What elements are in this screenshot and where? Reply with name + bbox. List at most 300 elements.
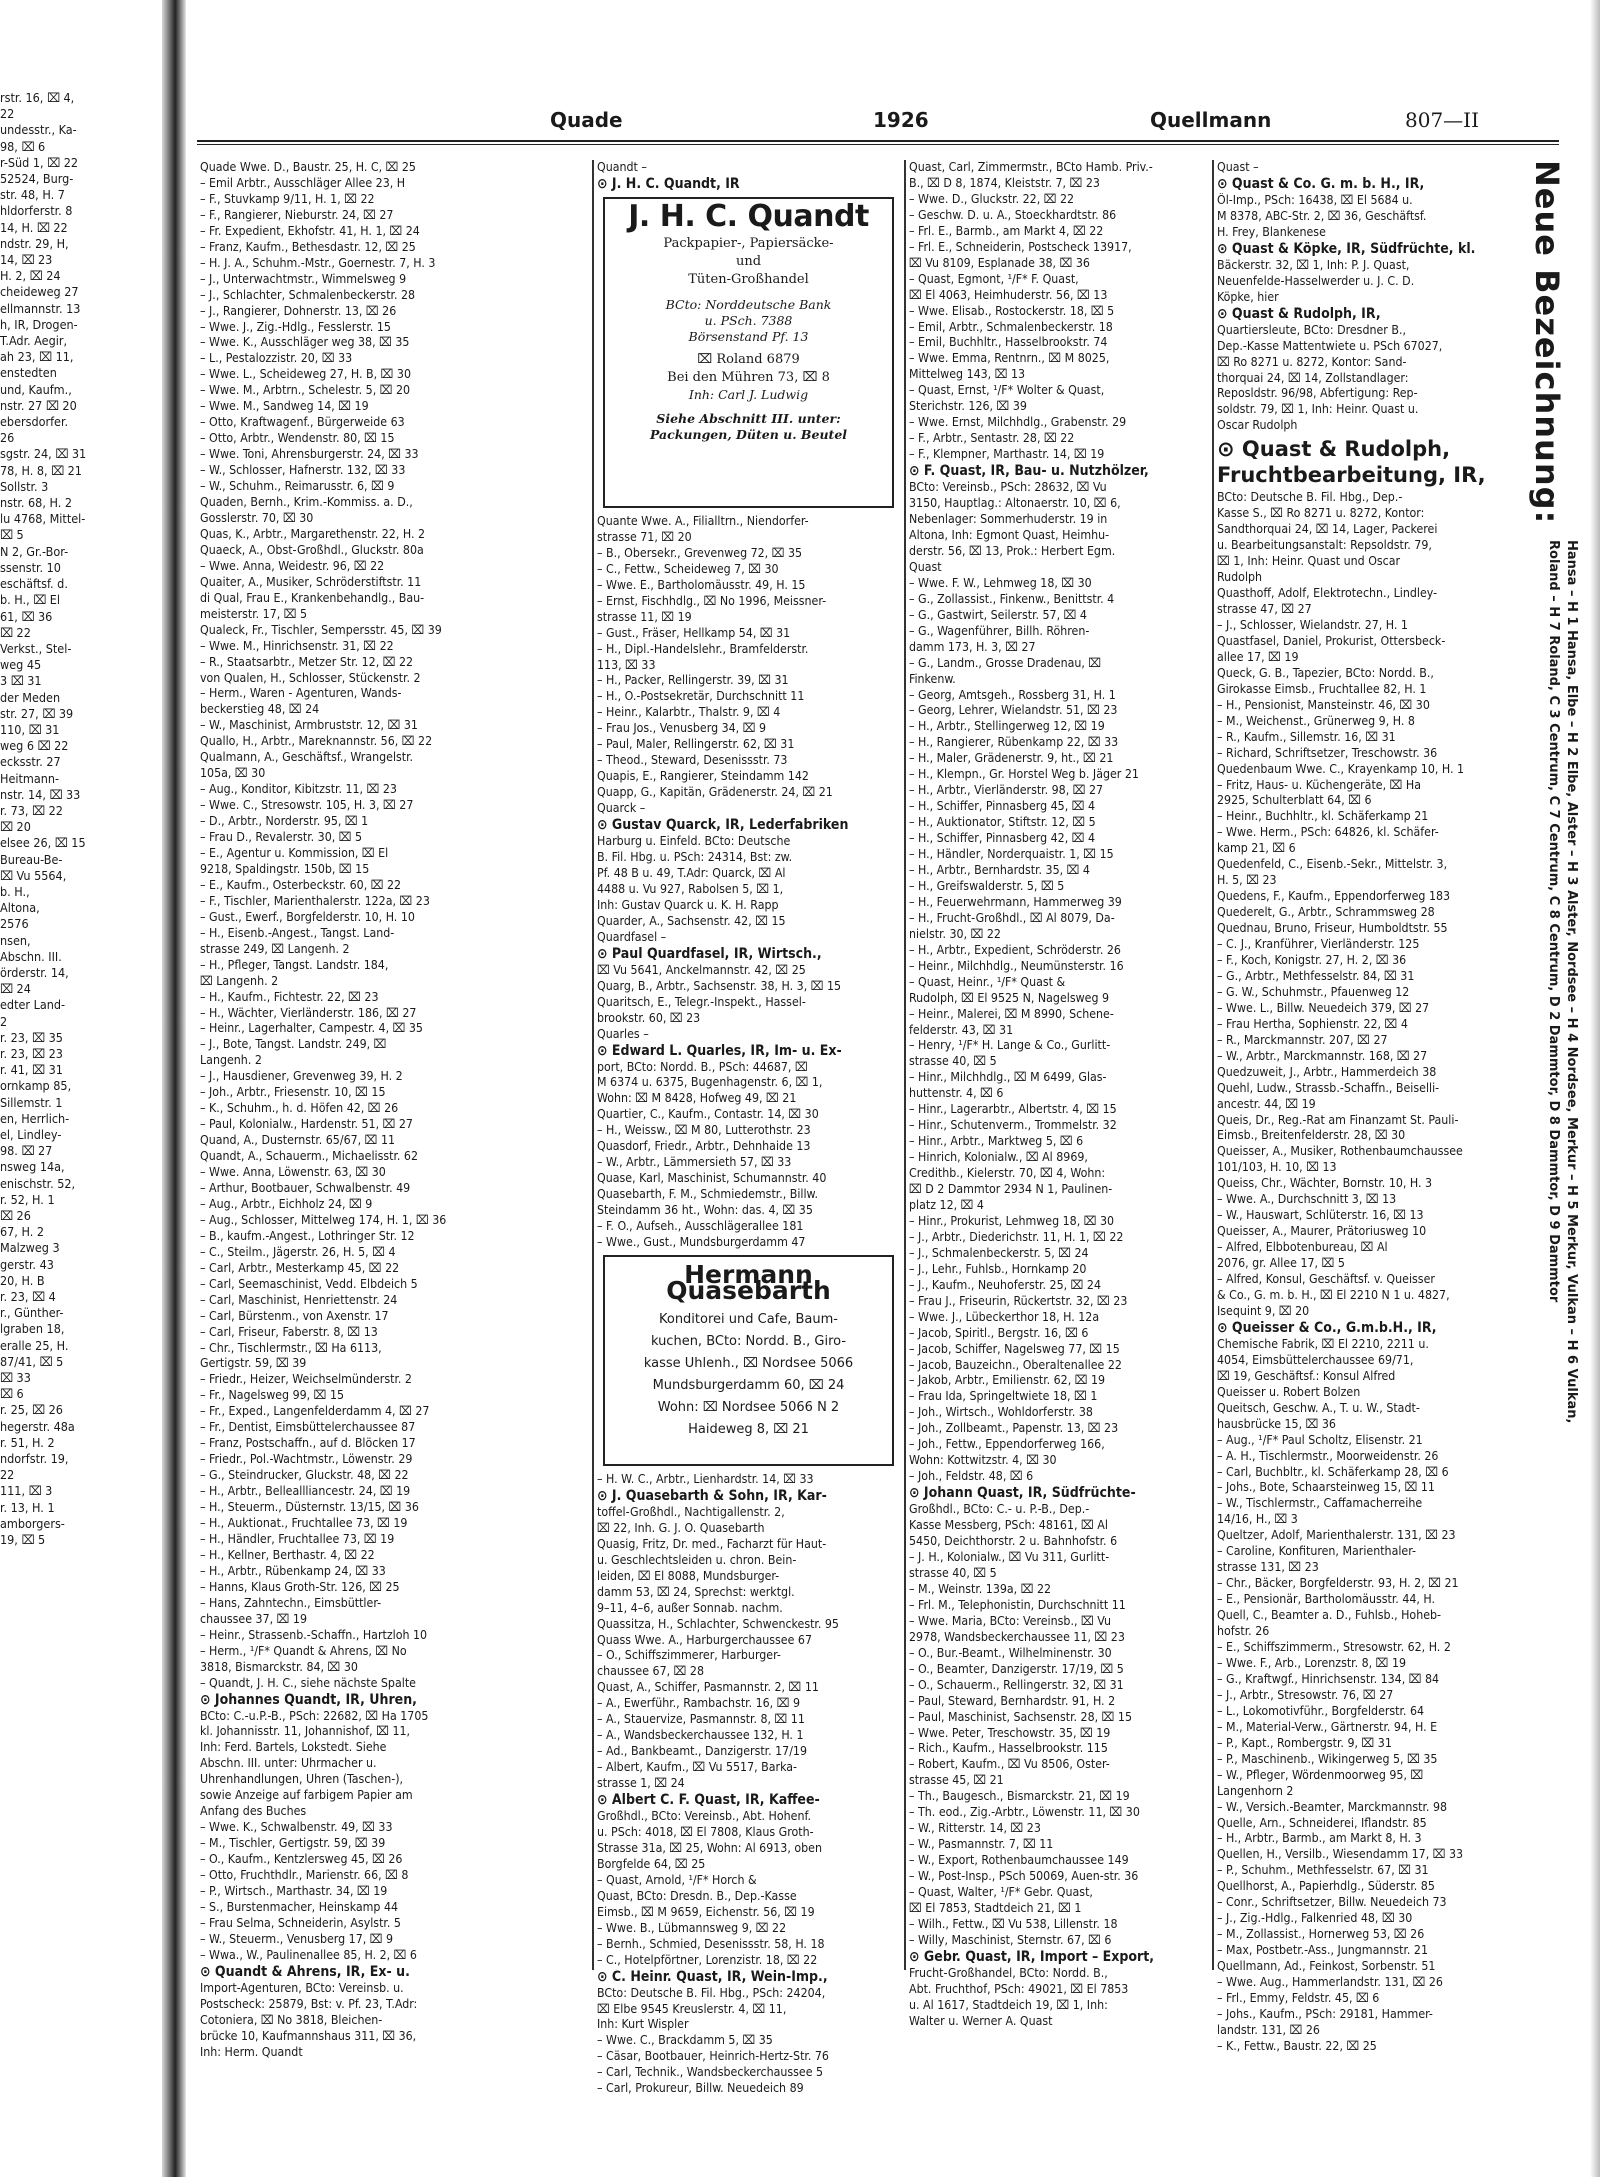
left-page-line: el, Lindley- [0, 1127, 62, 1142]
directory-entry: – Johs., Bote, Schaarsteinweg 15, ⌧ 11 [1217, 1480, 1435, 1495]
directory-entry: – Alfred, Konsul, Geschäftsf. v. Queisser [1217, 1272, 1435, 1287]
directory-entry: Quante Wwe. A., Filialltrn., Niendorfer- [597, 513, 809, 528]
directory-entry: – H., Arbtr., Stellingerweg 12, ⌧ 19 [909, 719, 1105, 734]
directory-entry: di Qual, Frau E., Krankenbehandlg., Bau- [200, 590, 425, 605]
directory-entry: Inh: Gustav Quarck u. K. H. Rapp [597, 897, 779, 912]
column-2 [597, 160, 900, 2097]
left-page-line: ndorfstr. 19, [0, 1451, 69, 1467]
directory-entry: – H., Rangierer, Rübenkamp 22, ⌧ 33 [909, 735, 1119, 750]
directory-entry: Quarder, A., Sachsenstr. 42, ⌧ 15 [597, 913, 786, 928]
directory-entry: Queisser u. Robert Bolzen [1217, 1384, 1361, 1399]
directory-entry: – Hinr., Schutenverm., Trommelstr. 32 [909, 1118, 1117, 1133]
directory-entry: ⊙ Johann Quast, IR, Südfrüchte- [909, 1485, 1136, 1502]
directory-entry: – Wwe. F. W., Lehmweg 18, ⌧ 30 [909, 575, 1092, 590]
directory-entry: Quelle, Arn., Schneiderei, Iflandstr. 85 [1217, 1815, 1427, 1830]
directory-entry: – Aug., ¹/F* Paul Scholtz, Elisenstr. 21 [1217, 1432, 1423, 1447]
directory-entry: chaussee 37, ⌧ 19 [200, 1611, 307, 1626]
directory-entry: – H., Packer, Rellingerstr. 39, ⌧ 31 [597, 673, 789, 688]
directory-entry: Rudolph [1217, 570, 1263, 585]
directory-entry: – Wwe. Anna, Löwenstr. 63, ⌧ 30 [200, 1165, 386, 1180]
directory-entry: – Quast, Ernst, ¹/F* Wolter & Quast, [909, 383, 1105, 398]
directory-entry: – Carl, Arbtr., Mesterkamp 45, ⌧ 22 [200, 1260, 400, 1275]
directory-entry: – Otto, Arbtr., Wendenstr. 80, ⌧ 15 [200, 431, 395, 446]
directory-entry: Frucht-Großhandel, BCto: Nordd. B., [909, 1965, 1108, 1980]
directory-entry: – Joh., Arbtr., Friesenstr. 10, ⌧ 15 [200, 1085, 386, 1100]
directory-entry: – Wwe. Elisab., Rostockerstr. 18, ⌧ 5 [909, 303, 1115, 318]
directory-entry: – Carl, Maschinist, Henriettenstr. 24 [200, 1292, 398, 1307]
directory-entry: – Joh., Wirtsch., Wohldorferstr. 38 [909, 1405, 1093, 1420]
directory-entry: – O., Kaufm., Kentzlersweg 45, ⌧ 26 [200, 1852, 403, 1867]
directory-entry: strasse 47, ⌧ 27 [1217, 602, 1312, 617]
left-page-line: 98, ⌧ 6 [0, 138, 46, 154]
directory-entry: – Quast, Heinr., ¹/F* Quast & [909, 974, 1066, 989]
directory-entry: – P., Wirtsch., Marthastr. 34, ⌧ 19 [200, 1883, 388, 1898]
ad-text: Inh: Carl J. Ludwig [688, 386, 809, 402]
directory-entry: strasse 249, ⌧ Langenh. 2 [200, 941, 350, 956]
directory-entry: – Paul, Kolonialw., Hardenstr. 51, ⌧ 27 [200, 1117, 413, 1132]
header-rule [197, 140, 1559, 142]
directory-entry: Sterichstr. 126, ⌧ 39 [909, 399, 1027, 414]
directory-entry: – Gust., Ewerf., Borgfelderstr. 10, H. 10 [200, 909, 415, 924]
directory-entry: – H., Dipl.-Handelslehr., Bramfelderstr. [597, 641, 809, 656]
directory-entry: 105a, ⌧ 30 [200, 766, 266, 781]
directory-entry: Quellen, H., Versilb., Wiesendamm 17, ⌧ 33 [1217, 1847, 1464, 1862]
directory-entry: – H., Pfleger, Tangst. Landstr. 184, [200, 957, 389, 972]
directory-entry: Girokasse Eimsb., Fruchtallee 82, H. 1 [1217, 681, 1427, 696]
left-page-line: r-Süd 1, ⌧ 22 [0, 154, 78, 170]
directory-entry: – Frl., Emmy, Feldstr. 45, ⌧ 6 [1217, 1990, 1380, 2005]
directory-entry: – Wwe. A., Durchschnitt 3, ⌧ 13 [1217, 1192, 1397, 1207]
column-divider [1212, 160, 1214, 1970]
directory-entry: Quaiter, A., Musiker, Schröderstiftstr. 11 [200, 574, 422, 589]
directory-entry: – H., Schiffer, Pinnasberg 45, ⌧ 4 [909, 799, 1096, 814]
directory-entry: – Joh., Zollbeamt., Papenstr. 13, ⌧ 23 [909, 1421, 1119, 1436]
directory-entry: Reposldstr. 96/98, Abfertigung: Rep- [1217, 386, 1418, 401]
directory-entry: – Hinr., Prokurist, Lehmweg 18, ⌧ 30 [909, 1213, 1115, 1228]
directory-entry: – Hanns, Klaus Groth-Str. 126, ⌧ 25 [200, 1579, 400, 1594]
directory-entry: – E., Kaufm., Osterbeckstr. 60, ⌧ 22 [200, 877, 402, 892]
directory-entry: – Aug., Arbtr., Eichholz 24, ⌧ 9 [200, 1196, 373, 1211]
directory-entry: – Cäsar, Bootbauer, Heinrich-Hertz-Str. 76 [597, 2049, 829, 2064]
left-page-line: hldorferstr. 8 [0, 203, 73, 219]
directory-entry: – J., Kaufm., Neuhoferstr. 25, ⌧ 24 [909, 1277, 1101, 1292]
directory-entry: – Emil Arbtr., Ausschläger Allee 23, H [200, 175, 406, 190]
directory-entry: – Carl, Seemaschinist, Vedd. Elbdeich 5 [200, 1276, 418, 1291]
directory-entry: – Joh., Fettw., Eppendorferweg 166, [909, 1437, 1105, 1452]
directory-entry: – H., Frucht-Großhdl., ⌧ Al 8079, Da- [909, 910, 1115, 925]
ad-text: Packpapier-, Papiersäcke- [663, 235, 834, 251]
directory-entry: Gertigstr. 59, ⌧ 39 [200, 1356, 307, 1371]
directory-entry: – R., Marckmannstr. 207, ⌧ 27 [1217, 1032, 1388, 1047]
directory-entry: – G., Landm., Grosse Dradenau, ⌧ [909, 655, 1102, 670]
vertical-heading: Neue Bezeichnung: [1528, 160, 1566, 525]
directory-entry: Mittelweg 143, ⌧ 13 [909, 367, 1026, 382]
directory-entry: – J., Arbtr., Diederichstr. 11, H. 1, ⌧ 22 [909, 1229, 1124, 1244]
directory-entry: strasse 40, ⌧ 5 [909, 1565, 997, 1580]
directory-entry: Queisser, A., Maurer, Prätoriusweg 10 [1217, 1224, 1427, 1239]
left-page-line: H. 2, ⌧ 24 [0, 268, 61, 284]
left-page-line: amborgers- [0, 1515, 65, 1531]
directory-entry: – Wwe. M., Arbtrn., Schelestr. 5, ⌧ 20 [200, 383, 411, 398]
directory-entry: Großhdl., BCto: Vereinsb., Abt. Hohenf. [597, 1809, 811, 1824]
directory-entry: – P., Kapt., Rombergstr. 9, ⌧ 31 [1217, 1735, 1392, 1750]
directory-entry: – Ernst, Fischhdlg., ⌧ No 1996, Meissner- [597, 593, 827, 608]
left-page-line: ellmannstr. 13 [0, 300, 81, 316]
left-page-line: 22 [0, 1467, 15, 1483]
directory-entry: – H., Händler, Fruchtallee 73, ⌧ 19 [200, 1531, 395, 1546]
directory-entry: – Wwe. Emma, Rentnrn., ⌧ M 8025, [909, 351, 1110, 366]
directory-entry: – J., Lehr., Fuhlsb., Hornkamp 20 [909, 1261, 1087, 1276]
directory-entry: – M., Weichenst., Grünerweg 9, H. 8 [1217, 713, 1415, 728]
directory-entry: ⊙ J. Quasebarth & Sohn, IR, Kar- [597, 1487, 827, 1504]
directory-entry: – Carl, Buchbltr., kl. Schäferkamp 28, ⌧ 6 [1217, 1464, 1449, 1479]
directory-entry: Bäckerstr. 32, ⌧ 1, Inh: P. J. Quast, [1217, 257, 1410, 272]
directory-entry: Quast, A., Schiffer, Pasmannstr. 2, ⌧ 11 [597, 1680, 819, 1695]
ad-box-quandt [603, 197, 894, 508]
directory-entry: Pf. 48 B u. 49, T.Adr: Quarck, ⌧ Al [597, 865, 786, 880]
directory-entry: – G. W., Schuhmstr., Pfauenweg 12 [1217, 984, 1410, 999]
directory-entry: – W., Tischlermstr., Caffamacherreihe [1217, 1496, 1423, 1511]
directory-entry: H. Frey, Blankenese [1217, 224, 1326, 239]
directory-entry: Quast [909, 559, 942, 574]
left-page-line: en, Herrlich- [0, 1110, 70, 1126]
directory-entry: Queitsch, Geschw. A., T. u. W., Stadt- [1217, 1400, 1420, 1415]
directory-entry: – H., O.-Postsekretär, Durchschnitt 11 [597, 689, 805, 704]
left-page-line: Sillemstr. 1 [0, 1094, 63, 1110]
directory-entry: – Heinr., Strassenb.-Schaffn., Hartzloh 10 [200, 1627, 428, 1642]
left-page-line: undesstr., Ka- [0, 122, 77, 138]
ad-box-quasebarth [603, 1255, 894, 1466]
directory-entry: – H., Auktionator, Stiftstr. 12, ⌧ 5 [909, 815, 1096, 830]
directory-entry: toffel-Großhdl., Nachtigallenstr. 2, [597, 1504, 785, 1519]
column-3 [909, 160, 1208, 2030]
directory-entry: strasse 45, ⌧ 21 [909, 1773, 1004, 1788]
directory-entry: chaussee 67, ⌧ 28 [597, 1664, 704, 1679]
directory-entry: Sandthorquai 24, ⌧ 14, Lager, Packerei [1217, 522, 1438, 537]
left-page-line: 87/41, ⌧ 5 [0, 1353, 64, 1369]
left-page-fragment [0, 90, 155, 2010]
left-page-line: ⌧ 6 [0, 1386, 24, 1402]
directory-entry: thorquai 24, ⌧ 14, Zollstandlager: [1217, 370, 1409, 385]
directory-entry: – Robert, Kaufm., ⌧ Vu 8506, Oster- [909, 1757, 1110, 1772]
directory-entry: – F. O., Aufseh., Ausschlägerallee 181 [597, 1219, 804, 1234]
directory-entry: – Wwe. C., Brackdamm 5, ⌧ 35 [597, 2033, 773, 2048]
vertical-exchange-list: Hansa – H 1 Hansa, Elbe – H 2 Elbe, Alster – H 3 Alster, Nordsee – H 4 Nordsee, Merkur – H 5 Merkur, Vulkan – H 6 Vulkan, [1564, 540, 1579, 1424]
directory-entry: ⊙ Albert C. F. Quast, IR, Kaffee- [597, 1792, 820, 1809]
directory-entry: ⌧ 22, Inh. G. J. O. Quasebarth [597, 1520, 765, 1535]
left-page-line: r. 23, ⌧ 35 [0, 1029, 63, 1045]
directory-entry: Quandt, A., Schauerm., Michaelisstr. 62 [200, 1149, 418, 1164]
directory-entry: Quedens, F., Kaufm., Eppendorferweg 183 [1217, 889, 1451, 904]
left-page-line: ⌧ Vu 5564, [0, 867, 67, 883]
directory-entry: ⌧ 19, Geschäftsf.: Konsul Alfred [1217, 1368, 1396, 1383]
directory-entry: Cotoniera, ⌧ No 3818, Bleichen- [200, 2012, 383, 2027]
directory-entry: kl. Johannisstr. 11, Johannishof, ⌧ 11, [200, 1724, 411, 1739]
directory-entry: Wohn: ⌧ M 8428, Hofweg 49, ⌧ 21 [597, 1091, 797, 1106]
directory-entry: Abschn. III. unter: Uhrmacher u. [200, 1756, 377, 1771]
directory-entry: – Wwe. K., Ausschläger weg 38, ⌧ 35 [200, 335, 410, 350]
directory-entry: 9–11, 4–6, außer Sonnab. nachm. [597, 1600, 783, 1615]
directory-entry: Uhrenhandlungen, Uhren (Taschen-), [200, 1772, 404, 1787]
directory-entry: – H., Kaufm., Fichtestr. 22, ⌧ 23 [200, 989, 379, 1004]
directory-entry: – W., Hauswart, Schlüterstr. 16, ⌧ 13 [1217, 1208, 1424, 1223]
left-page-line: 61, ⌧ 36 [0, 608, 53, 624]
directory-entry: Quandt – [597, 160, 647, 174]
ad-title: J. H. C. Quandt [628, 198, 869, 234]
directory-entry: – F., Klempner, Marthastr. 14, ⌧ 19 [909, 447, 1105, 462]
left-page-line: ⌧ 5 [0, 527, 24, 543]
left-page-line: r. 13, H. 1 [0, 1499, 55, 1515]
left-page-line: enstedten [0, 365, 57, 381]
directory-entry: – Wwe. Peter, Treschowstr. 35, ⌧ 19 [909, 1725, 1111, 1740]
directory-entry: Kasse S., ⌧ Ro 8271 u. 8272, Kontor: [1217, 506, 1425, 521]
directory-entry: 3818, Bismarckstr. 84, ⌧ 30 [200, 1659, 358, 1674]
left-page-line: örderstr. 14, [0, 964, 69, 980]
directory-entry: – C., Steilm., Jägerstr. 26, H. 5, ⌧ 4 [200, 1244, 396, 1259]
directory-entry: ⌧ Langenh. 2 [200, 973, 279, 988]
directory-entry: – D., Arbtr., Norderstr. 95, ⌧ 1 [200, 814, 369, 829]
directory-entry: – G., Gastwirt, Seilerstr. 57, ⌧ 4 [909, 607, 1087, 622]
directory-entry: – Arthur, Bootbauer, Schwalbenstr. 49 [200, 1181, 411, 1195]
directory-entry: – Wwe. L., Billw. Neuedeich 379, ⌧ 27 [1217, 1000, 1430, 1015]
directory-entry: Quehl, Ludw., Strassb.-Schaffn., Beiselli- [1217, 1080, 1440, 1095]
directory-entry: – Carl, Prokureur, Billw. Neuedeich 89 [597, 2081, 804, 2096]
header-year: 1926 [873, 108, 929, 132]
directory-entry: Queck, G. B., Tapezier, BCto: Nordd. B., [1217, 665, 1434, 680]
directory-entry: – K., Schuhm., h. d. Höfen 42, ⌧ 26 [200, 1101, 399, 1116]
ad-text: BCto: Norddeutsche Bank [665, 296, 832, 312]
directory-entry: – M., Tischler, Gertigstr. 59, ⌧ 39 [200, 1836, 386, 1851]
vertical-exchange-list-2: Roland – H 7 Roland, C 3 Centrum, C 7 Centrum, C 8 Centrum, D 2 Dammtor, D 8 Dammtor, D 9 Dammtor [1546, 540, 1561, 1303]
ad-text: Börsenstand Pf. 13 [688, 328, 809, 344]
directory-entry: – Wwe. Anna, Weidestr. 96, ⌧ 22 [200, 558, 385, 573]
directory-entry: 4054, Eimsbüttelerchaussee 69/71, [1217, 1352, 1414, 1367]
directory-entry: – Wilh., Fettw., ⌧ Vu 538, Lillenstr. 18 [909, 1916, 1118, 1931]
directory-entry: – Quast, Arnold, ¹/F* Horch & [597, 1872, 757, 1887]
directory-entry: port, BCto: Nordd. B., PSch: 44687, ⌧ [597, 1059, 808, 1074]
left-page-line: ⌧ 26 [0, 1208, 31, 1224]
directory-entry: damm 173, H. 3, ⌧ 27 [909, 639, 1036, 654]
directory-entry: – H., Arbtr., Vierländerstr. 98, ⌧ 27 [909, 783, 1104, 798]
directory-entry: – Franz, Kaufm., Bethesdastr. 12, ⌧ 25 [200, 239, 416, 254]
directory-entry: – Emil, Buchhltr., Hasselbrookstr. 74 [909, 335, 1108, 350]
directory-entry: – E., Schiffszimmerm., Stresowstr. 62, H. 2 [1217, 1640, 1451, 1655]
left-page-line: ⌧ 33 [0, 1370, 31, 1386]
directory-entry: – Quandt, J. H. C., siehe nächste Spalte [200, 1675, 416, 1690]
directory-entry: 4488 u. Vu 927, Rabolsen 5, ⌧ 1, [597, 881, 784, 896]
column-1 [200, 160, 588, 2061]
left-page-line: r., Günther- [0, 1305, 64, 1321]
directory-entry: H. 5, ⌧ 23 [1217, 873, 1277, 888]
directory-entry: 101/103, H. 10, ⌧ 13 [1217, 1160, 1337, 1175]
directory-entry: u. Bearbeitungsanstalt: Repsoldstr. 79, [1217, 538, 1432, 553]
directory-entry: BCto: Vereinsb., PSch: 28632, ⌧ Vu [909, 480, 1107, 495]
directory-entry: – Wwe. Herm., PSch: 64826, kl. Schäfer- [1217, 825, 1439, 840]
directory-entry: – Hinr., Lagerarbtr., Albertstr. 4, ⌧ 15 [909, 1102, 1117, 1117]
directory-entry: – Heinr., Lagerhalter, Campestr. 4, ⌧ 35 [200, 1021, 423, 1036]
directory-entry: – Wwe. F., Arb., Lorenzstr. 8, ⌧ 19 [1217, 1655, 1407, 1670]
directory-entry: – J., Schlosser, Wielandstr. 27, H. 1 [1217, 617, 1408, 632]
directory-entry: – J., Zig.-Hdlg., Falkenried 48, ⌧ 30 [1217, 1911, 1413, 1926]
directory-entry: Quast, Carl, Zimmermstr., BCto Hamb. Priv.- [909, 160, 1153, 174]
directory-entry: Steindamm 36 ht., Wohn: das. 4, ⌧ 35 [597, 1203, 813, 1218]
directory-entry: Inh: Herm. Quandt [200, 2044, 303, 2059]
directory-entry: 2925, Schulterblatt 64, ⌧ 6 [1217, 793, 1372, 808]
ad-text: Konditorei und Cafe, Baum- [658, 1311, 838, 1327]
directory-entry: – Joh., Feldstr. 48, ⌧ 6 [909, 1469, 1034, 1484]
directory-entry: ⌧ Vu 5641, Anckelmannstr. 42, ⌧ 25 [597, 962, 806, 977]
directory-entry: strasse 40, ⌧ 5 [909, 1054, 997, 1069]
left-page-line: ⌧ 24 [0, 981, 31, 997]
left-page-line: ssenstr. 10 [0, 559, 61, 575]
left-page-line: N 2, Gr.-Bor- [0, 543, 69, 559]
directory-entry: ⊙ Quast & Köpke, IR, Südfrüchte, kl. [1217, 240, 1476, 257]
directory-entry: – W., Arbtr., Lämmersieth 57, ⌧ 33 [597, 1155, 792, 1170]
directory-entry: – J., Hausdiener, Grevenweg 39, H. 2 [200, 1069, 403, 1084]
directory-entry: – Friedr., Pol.-Wachtmstr., Löwenstr. 29 [200, 1452, 413, 1467]
directory-entry: BCto: Deutsche B. Fil. Hbg., Dep.- [1217, 490, 1403, 505]
directory-entry: – F., Koch, Konigstr. 27, H. 2, ⌧ 36 [1217, 952, 1407, 967]
directory-entry: – A., Wandsbeckerchaussee 132, H. 1 [597, 1728, 804, 1743]
directory-entry: – M., Weinstr. 139a, ⌧ 22 [909, 1581, 1052, 1596]
directory-entry: Quassitza, H., Schlachter, Schwenckestr. 95 [597, 1616, 839, 1631]
directory-entry: Quastfasel, Daniel, Prokurist, Ottersbeck- [1217, 633, 1446, 648]
directory-entry: Anfang des Buches [200, 1804, 307, 1819]
directory-entry: – Wwe. M., Sandweg 14, ⌧ 19 [200, 399, 369, 414]
directory-entry: – Wwe. E., Bartholomäusstr. 49, H. 15 [597, 577, 806, 592]
directory-entry: – Wwe. M., Hinrichsenstr. 31, ⌧ 22 [200, 638, 394, 653]
directory-entry: – Otto, Kraftwagenf., Bürgerweide 63 [200, 415, 405, 430]
directory-entry: u. Geschlechtsleiden u. chron. Bein- [597, 1552, 797, 1567]
directory-entry: strasse 71, ⌧ 20 [597, 529, 692, 544]
directory-entry: soldstr. 79, ⌧ 1, Inh: Heinr. Quast u. [1217, 402, 1419, 417]
directory-entry: – C. J., Kranführer, Vierländerstr. 125 [1217, 937, 1420, 952]
directory-entry: – H., Arbtr., Expedient, Schröderstr. 26 [909, 942, 1121, 957]
left-page-line: edter Land- [0, 997, 66, 1013]
directory-entry: – Chr., Tischlermstr., ⌧ Ha 6113, [200, 1340, 382, 1355]
directory-entry: – Frau Jos., Venusberg 34, ⌧ 9 [597, 721, 767, 736]
directory-entry: Quas, K., Arbtr., Margarethenstr. 22, H. 2 [200, 526, 426, 541]
directory-entry: – Max, Postbetr.-Ass., Jungmannstr. 21 [1217, 1943, 1428, 1958]
directory-entry: Gosslerstr. 70, ⌧ 30 [200, 510, 314, 525]
left-page-line: Sollstr. 3 [0, 478, 49, 494]
directory-entry: platz 12, ⌧ 4 [909, 1198, 984, 1212]
directory-entry: – Otto, Fruchthdlr., Marienstr. 66, ⌧ 8 [200, 1868, 409, 1883]
directory-entry: – Theod., Steward, Desenissstr. 73 [597, 753, 788, 768]
directory-entry: – H., Wächter, Vierländerstr. 186, ⌧ 27 [200, 1005, 417, 1020]
left-page-line: nsweg 14a, [0, 1159, 65, 1175]
vertical-notice [1520, 160, 1590, 1960]
directory-entry: ⊙ Quast & Rudolph, IR, [1217, 305, 1381, 322]
directory-entry: – W., Maschinist, Armbruststr. 12, ⌧ 31 [200, 718, 418, 733]
left-page-line: 3 ⌧ 31 [0, 673, 42, 689]
directory-entry: – Emil, Arbtr., Schmalenbeckerstr. 18 [909, 319, 1113, 334]
directory-entry: – F., Tischler, Marienthalerstr. 122a, ⌧ 23 [200, 893, 430, 908]
directory-entry: – Wwe. J., Zig.-Hdlg., Fesslerstr. 15 [200, 319, 391, 334]
directory-entry: – Quast, Walter, ¹/F* Gebr. Quast, [909, 1885, 1093, 1900]
directory-entry: Neuenfelde-Hasselwerder u. J. C. D. [1217, 273, 1415, 288]
directory-entry: 2978, Wandsbeckerchaussee 11, ⌧ 23 [909, 1629, 1125, 1644]
directory-entry: ⌧ 1, Inh: Heinr. Quast und Oscar [1217, 554, 1401, 569]
directory-entry: Quapis, E., Rangierer, Steindamm 142 [597, 769, 809, 784]
directory-entry: – R., Staatsarbtr., Metzer Str. 12, ⌧ 22 [200, 654, 414, 669]
directory-entry: Dep.-Kasse Mattentwiete u. PSch 67027, [1217, 338, 1443, 353]
directory-entry: – J., Bote, Tangst. Landstr. 249, ⌧ [200, 1037, 387, 1052]
directory-entry: – W., Pasmannstr. 7, ⌧ 11 [909, 1837, 1054, 1852]
directory-entry: – Wwe. L., Scheideweg 27, H. B, ⌧ 30 [200, 367, 411, 382]
directory-entry: ⊙ Johannes Quandt, IR, Uhren, [200, 1691, 417, 1708]
directory-entry: – J., Schmalenbeckerstr. 5, ⌧ 24 [909, 1245, 1089, 1260]
directory-entry: – F., Rangierer, Nieburstr. 24, ⌧ 27 [200, 207, 394, 222]
directory-entry: – C., Hotelpförtner, Lorenzistr. 18, ⌧ 22 [597, 1952, 818, 1967]
directory-entry: Quellmann, Ad., Feinkost, Sorbenstr. 51 [1217, 1959, 1436, 1974]
directory-entry: brookstr. 60, ⌧ 23 [597, 1010, 701, 1025]
directory-entry: – Paul, Maler, Rellingerstr. 62, ⌧ 31 [597, 737, 795, 752]
directory-entry: – Wwe. J., Lübeckerthor 18, H. 12a [909, 1309, 1100, 1324]
directory-entry: u. Al 1617, Stadtdeich 19, ⌧ 1, Inh: [909, 1997, 1108, 2012]
directory-entry: Quarles – [597, 1026, 649, 1041]
directory-entry: allee 17, ⌧ 19 [1217, 649, 1299, 664]
left-page-line: str. 48, H. 7 [0, 187, 65, 203]
directory-entry: – Th., Baugesch., Bismarckstr. 21, ⌧ 19 [909, 1789, 1130, 1804]
directory-entry: – Carl, Technik., Wandsbeckerchaussee 5 [597, 2065, 824, 2080]
directory-entry: – W., Schlosser, Hafnerstr. 132, ⌧ 33 [200, 463, 406, 478]
directory-entry: Eimsb., Breitenfelderstr. 28, ⌧ 30 [1217, 1128, 1406, 1143]
directory-entry: – Paul, Maschinist, Sachsenstr. 28, ⌧ 15 [909, 1709, 1132, 1724]
directory-entry: – G., Steindrucker, Gluckstr. 48, ⌧ 22 [200, 1468, 409, 1483]
directory-entry: – H., Arbtr., Barmb., am Markt 8, H. 3 [1217, 1831, 1422, 1846]
directory-entry: – H., Eisenb.-Angest., Tangst. Land- [200, 925, 395, 940]
directory-entry: Quallo, H., Arbtr., Mareknannstr. 56, ⌧ 22 [200, 734, 433, 749]
directory-entry: – Georg, Amtsgeh., Rossberg 31, H. 1 [909, 687, 1116, 702]
directory-entry: Quedenbaum Wwe. C., Krayenkamp 10, H. 1 [1217, 761, 1465, 776]
directory-entry: – Wwe., Gust., Mundsburgerdamm 47 [597, 1234, 806, 1249]
directory-entry: huttenstr. 4, ⌧ 6 [909, 1086, 1004, 1101]
directory-entry: ⊙ Gebr. Quast, IR, Import – Export, [909, 1948, 1155, 1965]
left-page-line: 2576 [0, 916, 29, 932]
directory-entry: – Johs., Kaufm., PSch: 29181, Hammer- [1217, 2006, 1433, 2021]
directory-entry: 113, ⌧ 33 [597, 657, 656, 672]
directory-entry: derstr. 56, ⌧ 13, Prok.: Herbert Egm. [909, 543, 1116, 558]
directory-entry: 3150, Hauptlag.: Altonaerstr. 10, ⌧ 6, [909, 496, 1121, 511]
directory-entry: – W., Ritterstr. 14, ⌧ 23 [909, 1821, 1041, 1836]
directory-entry: – Hinr., Arbtr., Marktweg 5, ⌧ 6 [909, 1134, 1084, 1149]
directory-entry: – J., Arbtr., Stresowstr. 76, ⌧ 27 [1217, 1687, 1394, 1702]
left-page-line: ecksstr. 27 [0, 754, 61, 770]
directory-entry: Quasdorf, Friedr., Arbtr., Dehnhaide 13 [597, 1139, 811, 1154]
left-page-line: 26 [0, 430, 15, 446]
directory-entry: – Caroline, Konfituren, Marienthaler- [1217, 1544, 1416, 1559]
left-page-line: 19, ⌧ 5 [0, 1532, 46, 1548]
directory-entry: – Heinr., Malerei, ⌧ M 8990, Schene- [909, 1006, 1114, 1021]
header-left: Quade [550, 108, 623, 132]
directory-entry: – A., Ewerführ., Rambachstr. 16, ⌧ 9 [597, 1696, 801, 1711]
directory-entry: felderstr. 43, ⌧ 31 [909, 1022, 1014, 1037]
ad-text: Packungen, Düten u. Beutel [649, 426, 848, 442]
directory-entry: Inh: Kurt Wispler [597, 2017, 689, 2032]
directory-entry: ancestr. 44, ⌧ 19 [1217, 1096, 1316, 1111]
directory-entry: Import-Agenturen, BCto: Vereinsb. u. [200, 1980, 404, 1995]
directory-entry: – Th. eod., Zig.-Arbtr., Löwenstr. 11, ⌧ 30 [909, 1805, 1140, 1820]
directory-entry: – H., Pensionist, Mansteinstr. 46, ⌧ 30 [1217, 697, 1430, 712]
left-page-line: 110, ⌧ 31 [0, 721, 60, 737]
directory-entry: – H., Arbtr., Bernhardstr. 35, ⌧ 4 [909, 862, 1090, 877]
left-page-line: weg 6 ⌧ 22 [0, 738, 69, 754]
directory-entry: – H., Händler, Norderquaistr. 1, ⌧ 15 [909, 847, 1114, 862]
directory-entry: – W., Versich.-Beamter, Marckmannstr. 98 [1217, 1799, 1448, 1814]
directory-entry: – P., Maschinenb., Wikingerweg 5, ⌧ 35 [1217, 1751, 1438, 1766]
directory-entry: – W., Pfleger, Wördenmoorweg 95, ⌧ [1217, 1767, 1424, 1782]
